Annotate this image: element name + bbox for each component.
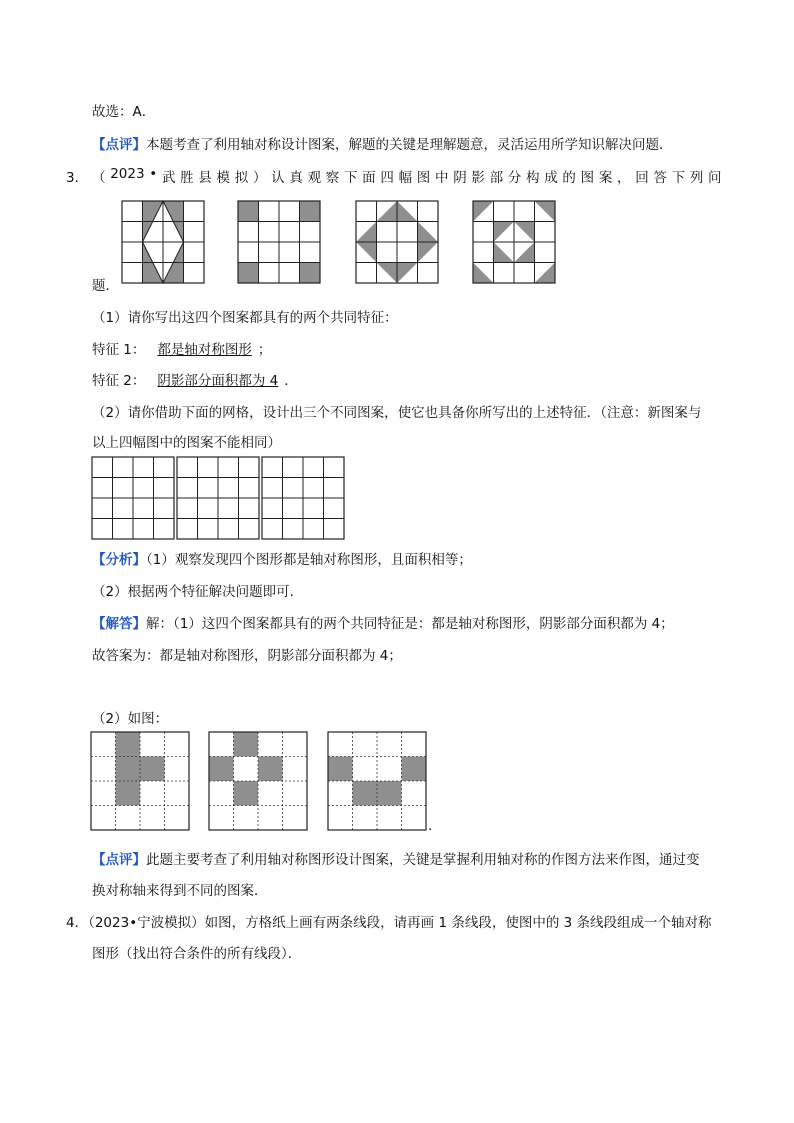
review-line-1 [92,133,673,153]
shaded-cell [140,757,165,782]
shaded-cell [258,757,283,782]
shaded-cell [328,757,353,782]
q3-header-char: 拟 [234,170,249,186]
q4-line-1: 4．（2023•宁波模拟）如图，方格纸上画有两条线段，请再画 1 条线段，使图中的 3 条线段组成一个轴对称 [66,915,712,931]
shaded-cell [234,732,259,757]
q3-header-char: ） [252,170,267,186]
q3-number: 3． [66,170,89,186]
figure-diamond [122,201,204,283]
figure-end-dot: . [428,818,433,834]
figure-corners [238,201,320,283]
feature-2-label: 特征 2： [92,373,146,389]
shaded-cell [116,757,141,782]
solution-figure-1 [91,732,191,832]
review2-line-1 [92,848,700,868]
q3-header-char: 观 [307,170,322,186]
q3-header-char: 面 [362,170,376,186]
part2-prompt-b: 以上四幅图中的图案不能相同） [92,435,281,451]
q3-header-char: 成 [544,170,558,186]
q3-header-char: ， [617,170,631,186]
blank-grid-1 [92,457,174,539]
review-tag: 【点评】 [92,137,146,153]
q3-header-char: 图 [580,170,595,186]
q3-header-char: 列 [689,170,704,186]
q3-header-char: 阴 [453,170,467,186]
q3-header-char: • [149,166,158,182]
feature-1-answer: 都是轴对称图形 [157,342,252,358]
analysis-line-1 [92,548,472,568]
solution-figure-3 [328,732,428,832]
q3-header-char: 察 [325,170,340,186]
shaded-triangle [494,242,515,263]
solution-figure-2 [209,732,309,832]
q3-header-char: 案 [598,170,613,186]
figure-triangle-ring [356,201,438,283]
shaded-cell [377,781,402,806]
shaded-triangle [473,263,494,284]
q3-header-char: 四 [380,170,394,186]
q3-header-char: 下 [671,170,686,186]
q3-header-char: 模 [216,170,231,186]
answer-line: 故选：A． [92,104,156,120]
q3-header [92,166,722,186]
review2-text-1: 此题主要考查了利用轴对称图形设计图案，关键是掌握利用轴对称的作图方法来作图，通过变 [146,852,700,868]
review2-line-2: 换对称轴来得到不同的图案． [92,883,268,899]
q3-header-char: 县 [198,170,212,186]
q3-tail: 题． [92,278,119,294]
q3-header-char: 构 [526,170,540,186]
shaded-cell [300,263,321,284]
shaded-triangle [514,222,535,243]
shaded-cell [300,201,321,222]
q4-line-2: 图形（找出符合条件的所有线段）． [92,946,302,962]
q3-header-char: 答 [653,170,667,186]
shaded-triangle [535,263,556,284]
grid-lines [356,201,438,283]
blank-grid-2 [177,457,259,539]
review2-tag: 【点评】 [92,852,146,868]
feature-1-end: ； [257,342,272,358]
solution-text-1: 解：（1）这四个图案都具有的两个共同特征是：都是轴对称图形，阴影部分面积都为 4； [146,616,674,632]
grid-lines [177,457,259,539]
figure-pinwheel [473,201,555,283]
solution-line-3: （2）如图： [92,711,169,727]
shaded-cell [402,757,427,782]
shaded-cell [353,781,378,806]
q3-header-char: 部 [489,170,504,186]
blank-grid-3 [262,457,344,539]
feature-2 [92,369,298,389]
q3-header-char: （ [92,170,106,186]
shaded-cell [116,781,141,806]
shaded-cell [238,263,259,284]
feature-1 [92,338,271,358]
review-text: 本题考查了利用轴对称设计图案，解题的关键是理解题意，灵活运用所学知识解决问题． [146,137,673,153]
analysis-tag: 【分析】 [92,552,146,568]
shaded-cell [116,732,141,757]
shaded-cell [238,201,259,222]
feature-1-label: 特征 1： [92,342,146,358]
part1-prompt: （1）请你写出这四个图案都具有的两个共同特征： [92,310,398,326]
shaded-triangle [514,242,535,263]
q3-header-char: 幅 [398,170,413,186]
q3-header-char: 影 [471,170,485,186]
solution-tag: 【解答】 [92,616,146,632]
grid-lines [262,457,344,539]
shaded-triangle [473,201,494,222]
solution-line-1 [92,612,674,632]
q3-header-char: 问 [708,170,722,186]
shaded-cell [234,781,259,806]
part2-prompt-a: （2）请你借助下面的网格，设计出三个不同图案，使它也具备你所写出的上述特征．（注意：新图案与 [92,405,702,421]
q3-header-char: 回 [635,170,649,186]
shaded-triangle [494,222,515,243]
grid-lines [473,201,555,283]
q3-header-char: 分 [507,170,522,186]
grid-lines [92,457,174,539]
analysis-text-1: （1）观察发现四个图形都是轴对称图形，且面积相等； [146,552,472,568]
q3-header-char: 图 [416,170,431,186]
feature-2-end: ． [284,373,298,389]
q3-header-char: 认 [271,170,285,186]
q3-header-char: 2023 [110,166,145,182]
analysis-line-2: （2）根据两个特征解决问题即可． [92,584,304,600]
q3-header-char: 真 [289,170,303,186]
shaded-triangle [535,201,556,222]
q3-header-char: 下 [343,170,358,186]
solution-line-2: 故答案为：都是轴对称图形，阴影部分面积都为 4； [92,648,402,664]
feature-2-answer: 阴影部分面积都为 4 [157,373,279,389]
grid-lines [122,201,204,283]
q3-header-char: 的 [562,170,576,186]
q3-header-char: 武 [161,170,176,186]
q3-header-char: 中 [434,170,449,186]
q3-header-char: 胜 [180,170,194,186]
shaded-cell [209,757,234,782]
